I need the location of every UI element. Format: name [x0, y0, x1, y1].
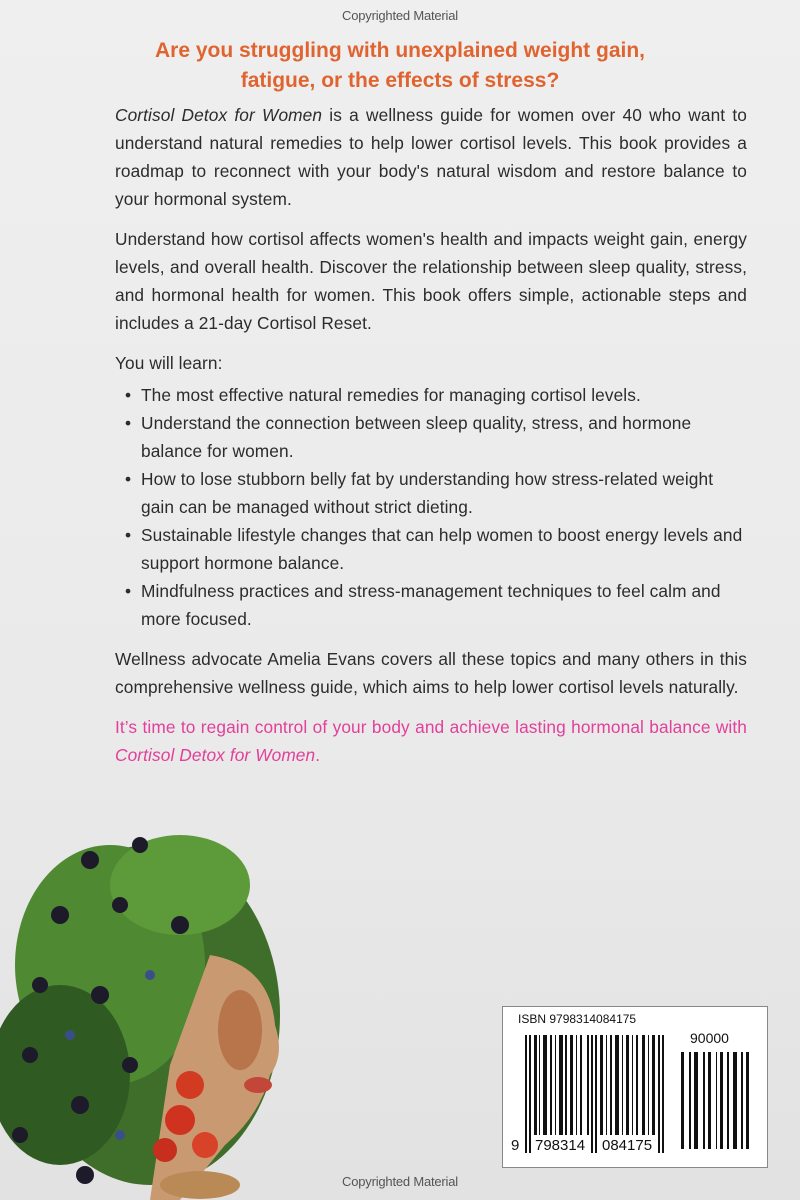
list-item: [125, 577, 747, 633]
bullet-icon: •: [125, 385, 132, 405]
list-item: [125, 409, 747, 465]
learn-heading: You will learn:: [115, 353, 223, 373]
paragraph-4: Wellness advocate Amelia Evans covers all these topics and many others in this comprehensive wellness guide, which aims to help lower cortisol levels naturally.: [115, 649, 747, 697]
barcode-digit-first: 9: [511, 1137, 520, 1154]
list-item-text: Understand the connection between sleep quality, stress, and hormone balance for women.: [141, 413, 692, 461]
closing-paragraph: [115, 713, 747, 769]
paragraph-2: Understand how cortisol affects women's health and impacts weight gain, energy levels, and overall health. Discover the relationship between sleep quality, stress, and hormonal health for women. This book offers simple, actionable steps and includes a 21-day Cortisol Reset.: [115, 229, 747, 333]
barcode-digits-left: 798314: [535, 1137, 586, 1154]
list-item: [125, 381, 747, 409]
headline: [60, 36, 740, 96]
list-item-text: The most effective natural remedies for managing cortisol levels.: [141, 385, 641, 405]
isbn-label: ISBN 9798314084175: [518, 1012, 637, 1026]
copyright-watermark-bottom: Copyrighted Material: [342, 1174, 458, 1189]
bullet-icon: •: [125, 525, 132, 545]
closing-text: It’s time to regain control of your body and achieve lasting hormonal balance with: [115, 717, 747, 737]
bullet-icon: •: [125, 581, 132, 601]
addon-code: 90000: [690, 1030, 729, 1046]
closing-book-title: Cortisol Detox for Women: [115, 745, 316, 765]
isbn-barcode: [502, 1006, 768, 1168]
list-item-text: Sustainable lifestyle changes that can help women to boost energy levels and support hormone balance.: [141, 525, 743, 573]
list-item-text: How to lose stubborn belly fat by understanding how stress-related weight gain can be managed without strict dieting.: [141, 469, 714, 517]
copyright-watermark-top: Copyrighted Material: [342, 8, 458, 23]
barcode-bars: [525, 1035, 670, 1153]
bullet-icon: •: [125, 469, 132, 489]
book-title: Cortisol Detox for Women: [115, 105, 323, 125]
description-body: [115, 101, 747, 781]
headline-line-2: fatigue, or the effects of stress?: [240, 69, 560, 92]
intro-paragraph: [115, 101, 747, 213]
closing-end: .: [315, 745, 321, 765]
barcode-digits-right: 084175: [602, 1137, 653, 1154]
bullet-list: [115, 381, 747, 633]
addon-bars: [681, 1052, 753, 1149]
bullet-icon: •: [125, 413, 132, 433]
list-item-text: Mindfulness practices and stress-management techniques to feel calm and more focused.: [141, 581, 721, 629]
headline-line-1: Are you struggling with unexplained weight gain,: [154, 39, 646, 62]
list-item: [125, 521, 747, 577]
food-face-illustration: [0, 815, 330, 1200]
intro-text: is a wellness guide for women over 40 who want to understand natural remedies to help lower cortisol levels. This book provides a roadmap to reconnect with your body's natural wisdom and restore balance to your hormonal system.: [115, 105, 748, 209]
list-item: [125, 465, 747, 521]
